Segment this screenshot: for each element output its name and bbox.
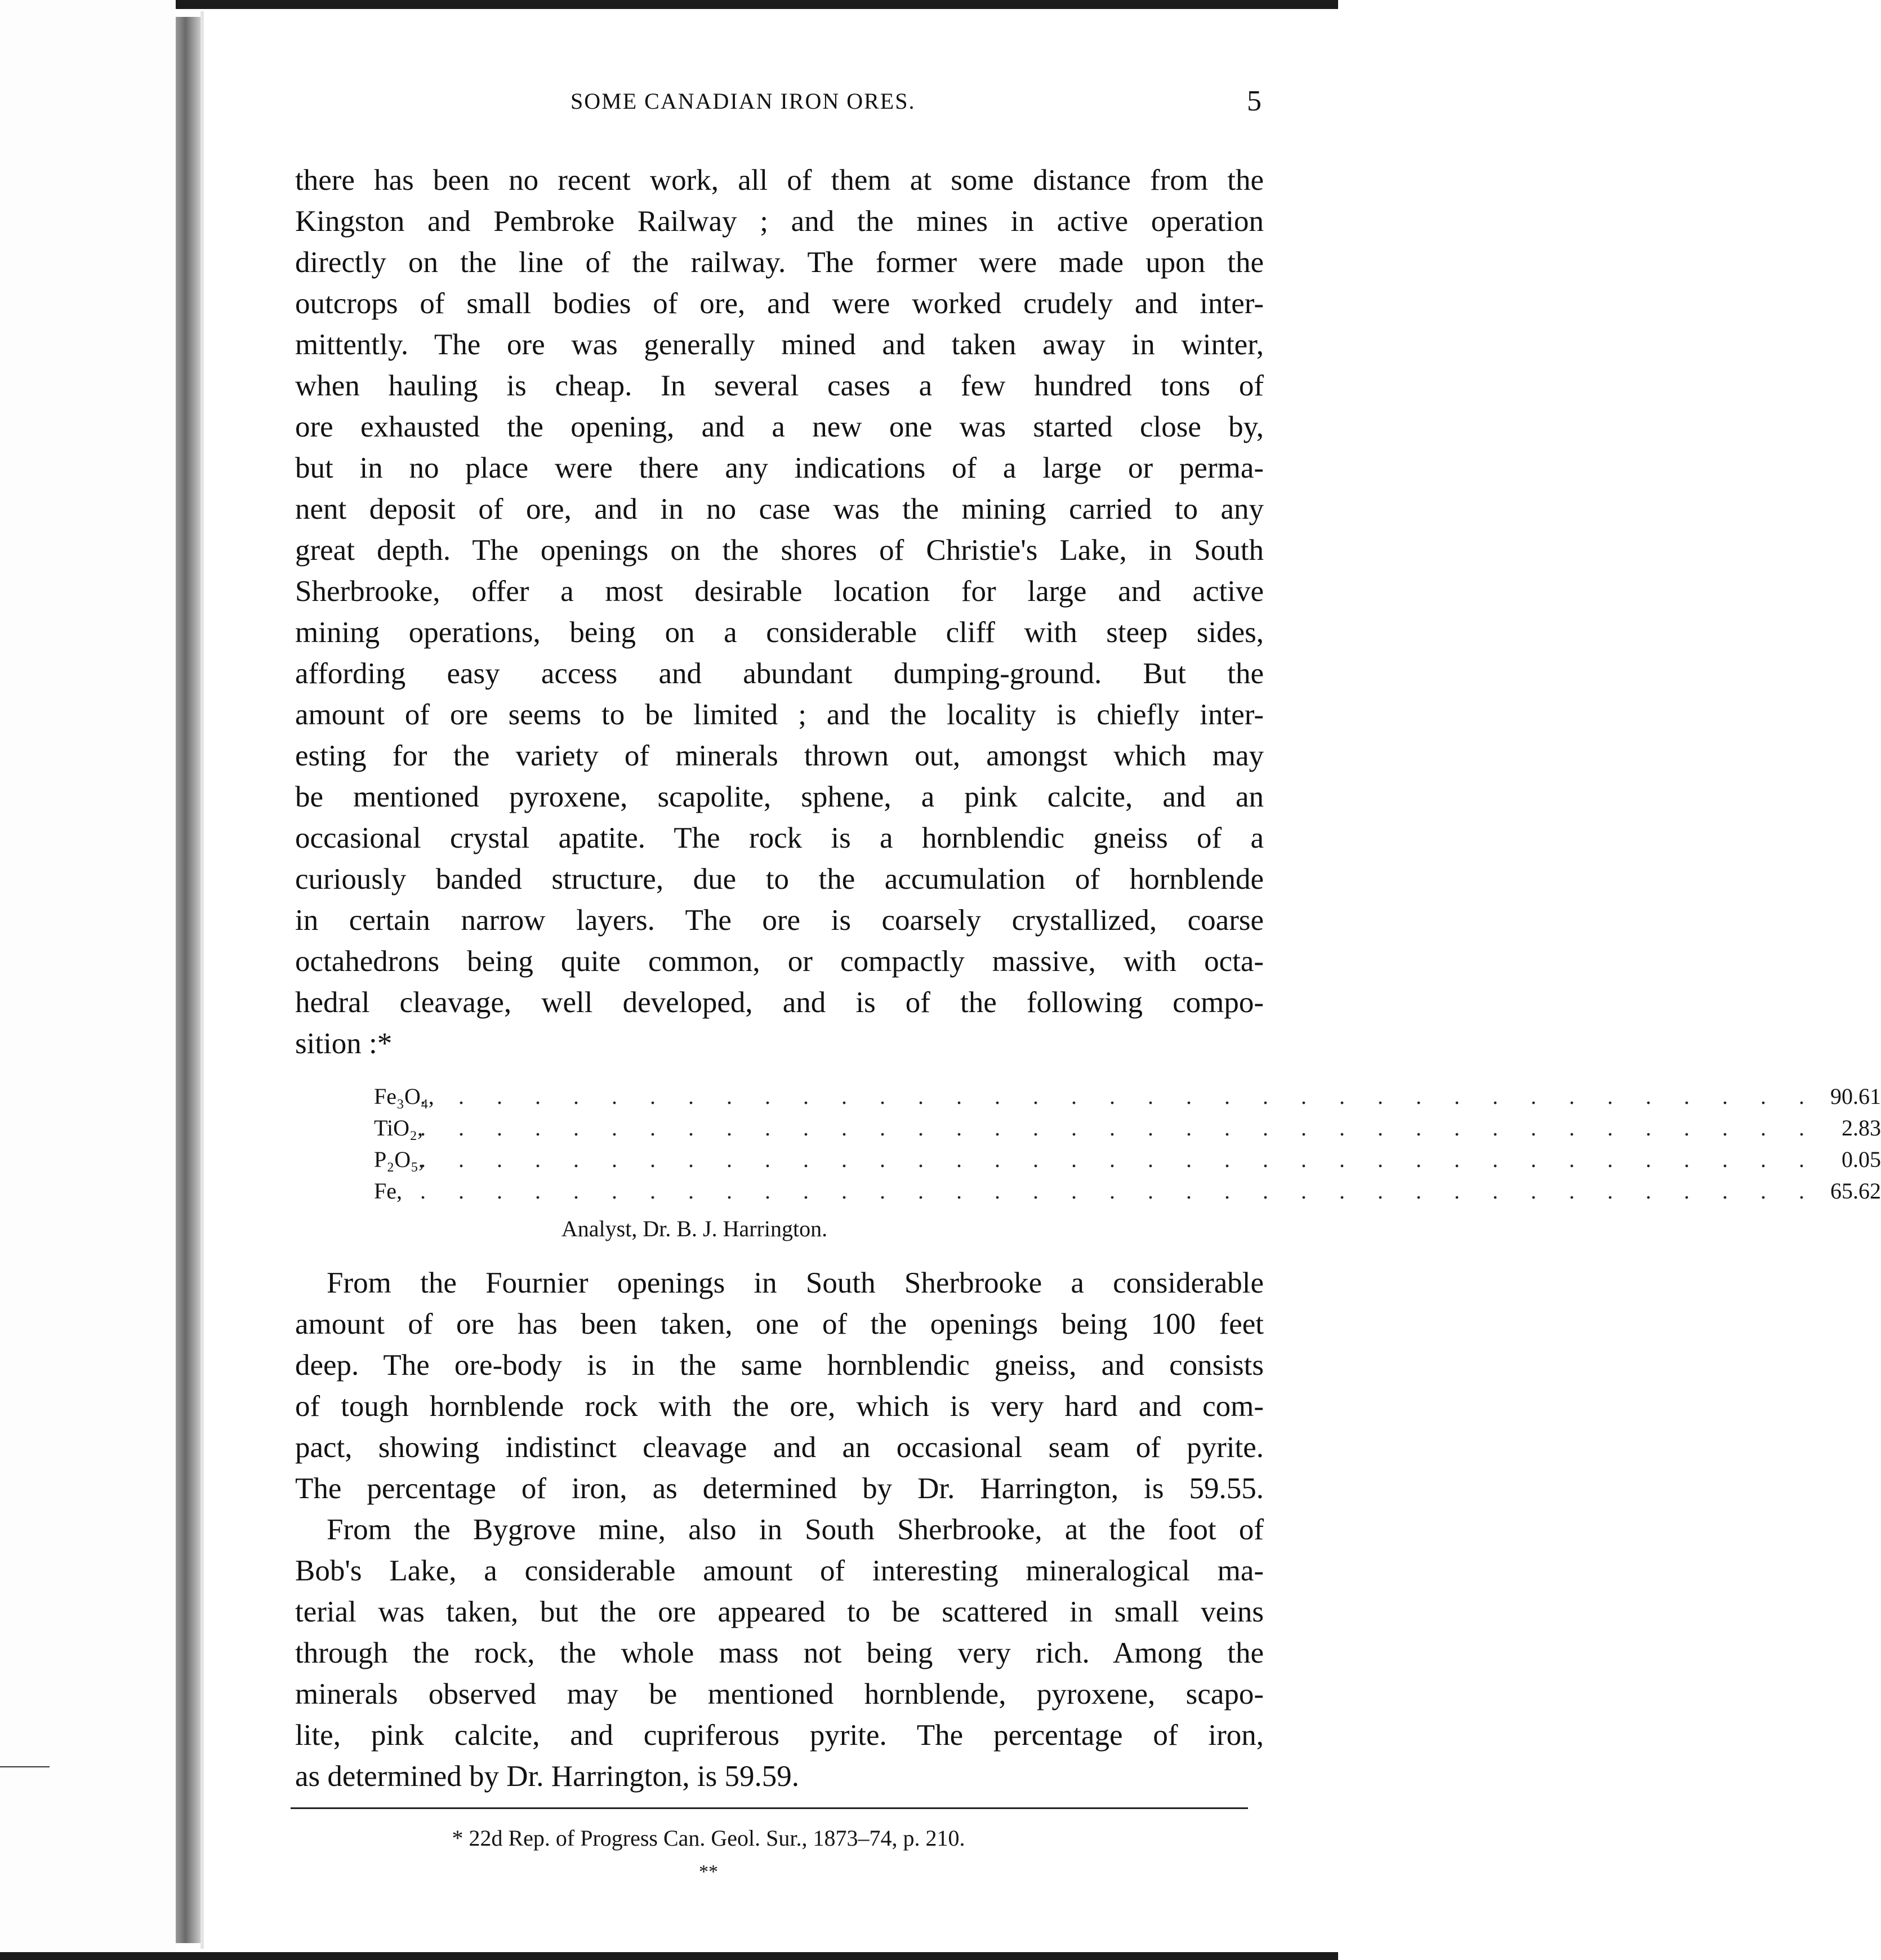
footnote-rule	[291, 1807, 1248, 1809]
analysis-row	[374, 1177, 1881, 1205]
dot-leader: . . . . . . . . . . . . . . . . . . . . . . . . . . . . . . . . . . . . .	[420, 1115, 1818, 1141]
text-line: minerals observed may be mentioned hornblende, pyroxene, scapo-	[295, 1678, 1264, 1710]
text-line: through the rock, the whole mass not being very rich. Among the	[295, 1637, 1264, 1669]
text-line: curiously banded structure, due to the accumulation of hornblende	[295, 863, 1264, 896]
analysis-value: 90.61	[1830, 1084, 1881, 1109]
text-line: outcrops of small bodies of ore, and were worked crudely and inter-	[295, 287, 1264, 320]
text-line: amount of ore has been taken, one of the openings being 100 feet	[295, 1308, 1264, 1340]
scan-top-border	[0, 0, 1338, 9]
text-line: but in no place were there any indications of a large or perma-	[295, 452, 1264, 484]
dot-leader: . . . . . . . . . . . . . . . . . . . . . . . . . . . . . . . . . . . . .	[420, 1147, 1818, 1172]
text-line: great depth. The openings on the shores of Christie's Lake, in South	[295, 534, 1264, 567]
text-line: pact, showing indistinct cleavage and an occasional seam of pyrite.	[295, 1431, 1264, 1464]
text-line: From the Fournier openings in South Sherbrooke a considerable	[327, 1267, 1264, 1299]
text-line: hedral cleavage, well developed, and is of the following compo-	[295, 986, 1264, 1019]
analysis-label: P₂O₅,	[374, 1147, 425, 1172]
dot-leader: . . . . . . . . . . . . . . . . . . . . . . . . . . . . . . . . . . . . .	[420, 1084, 1818, 1109]
text-line: there has been no recent work, all of them at some distance from the	[295, 164, 1264, 197]
book-gutter-edge	[200, 11, 204, 1949]
analysis-row	[374, 1114, 1881, 1142]
analysis-label: Fe,	[374, 1178, 402, 1204]
text-line: as determined by Dr. Harrington, is 59.59.	[295, 1760, 799, 1793]
analysis-value: 2.83	[1842, 1115, 1881, 1141]
text-line: directly on the line of the railway. The former were made upon the	[295, 246, 1264, 279]
text-line: of tough hornblende rock with the ore, which is very hard and com-	[295, 1390, 1264, 1423]
running-title: SOME CANADIAN IRON ORES.	[570, 88, 916, 114]
text-line: Bob's Lake, a considerable amount of interesting mineralogical ma-	[295, 1554, 1264, 1587]
scan-bottom-border	[0, 1952, 1338, 1960]
analysis-row	[374, 1083, 1881, 1111]
text-line: affording easy access and abundant dumping-ground. But the	[295, 657, 1264, 690]
analysis-row	[374, 1146, 1881, 1174]
text-line: Sherbrooke, offer a most desirable location for large and active	[295, 575, 1264, 608]
dot-leader: . . . . . . . . . . . . . . . . . . . . . . . . . . . . . . . . . . . . .	[420, 1178, 1818, 1204]
text-line: Kingston and Pembroke Railway ; and the mines in active operation	[295, 205, 1264, 238]
text-line: deep. The ore-body is in the same hornblendic gneiss, and consists	[295, 1349, 1264, 1382]
footnote: * 22d Rep. of Progress Can. Geol. Sur., 1873–74, p. 210.	[452, 1825, 965, 1851]
previous-page-footnote-rule	[0, 1766, 50, 1767]
text-line: occasional crystal apatite. The rock is a hornblendic gneiss of a	[295, 822, 1264, 854]
text-line: mining operations, being on a considerable cliff with steep sides,	[295, 616, 1264, 649]
text-line: terial was taken, but the ore appeared to be scattered in small veins	[295, 1596, 1264, 1628]
text-line: esting for the variety of minerals thrown out, amongst which may	[295, 740, 1264, 772]
page-number: 5	[1247, 85, 1262, 117]
text-line: octahedrons being quite common, or compactly massive, with octa-	[295, 945, 1264, 978]
text-line: amount of ore seems to be limited ; and the locality is chiefly inter-	[295, 698, 1264, 731]
analysis-value: 0.05	[1842, 1147, 1881, 1172]
signature-mark: **	[699, 1861, 718, 1882]
text-line: in certain narrow layers. The ore is coarsely crystallized, coarse	[295, 904, 1264, 937]
text-line: The percentage of iron, as determined by Dr. Harrington, is 59.55.	[295, 1472, 1264, 1505]
text-line: when hauling is cheap. In several cases a few hundred tons of	[295, 369, 1264, 402]
text-line: be mentioned pyroxene, scapolite, sphene, a pink calcite, and an	[295, 781, 1264, 813]
analysis-label: Fe₃O₄,	[374, 1084, 434, 1109]
analyst-credit: Analyst, Dr. B. J. Harrington.	[561, 1216, 828, 1241]
text-line: sition :*	[295, 1027, 393, 1060]
text-line: mittently. The ore was generally mined and taken away in winter,	[295, 328, 1264, 361]
text-line: nent deposit of ore, and in no case was the mining carried to any	[295, 493, 1264, 525]
book-gutter-shadow	[176, 17, 200, 1943]
text-line: From the Bygrove mine, also in South Sherbrooke, at the foot of	[327, 1513, 1264, 1546]
text-line: lite, pink calcite, and cupriferous pyrite. The percentage of iron,	[295, 1719, 1264, 1752]
analysis-label: TiO₂,	[374, 1115, 423, 1141]
previous-page-edge	[0, 0, 176, 1960]
text-line: ore exhausted the opening, and a new one was started close by,	[295, 411, 1264, 443]
analysis-value: 65.62	[1830, 1178, 1881, 1204]
